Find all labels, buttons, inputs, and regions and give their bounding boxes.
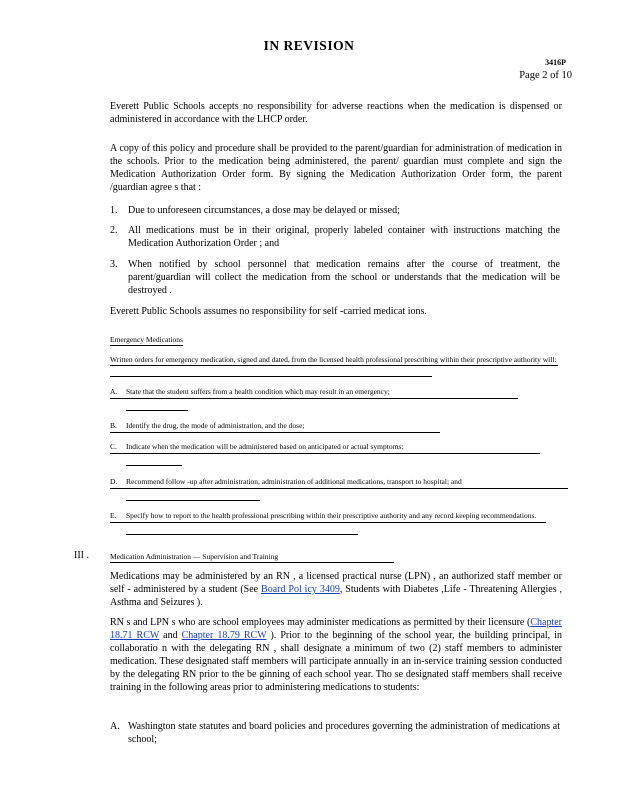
list-number: 1.: [110, 205, 118, 216]
underline-rule: [126, 410, 188, 411]
list-letter: A.: [110, 721, 120, 732]
list-text: When notified by school personnel that medication remains after the course of treatment, the parent/guardian will collect the medication from the school or understands that the medication will be destroyed .: [128, 259, 560, 296]
page-title: IN REVISION: [263, 38, 355, 53]
underline-rule: [126, 500, 260, 501]
underline-rule: [110, 522, 546, 523]
list-number: 3.: [110, 259, 118, 270]
paragraph-text: ). Prior to the beginning of the school year, the building principal, in collaboratio n with the delegating RN , shall designate a minimum of two (2) staff members to administer medication. These designated staff members will participate annually in an in-service training session conducted by the delegating RN prior to the be ginning of each school year. Tho se designated staff members shall receive training in the following areas prior to administering medications to students:: [110, 630, 562, 693]
rn-lpn-paragraph: [110, 616, 562, 694]
item-letter: B.: [110, 421, 117, 430]
policy-copy-paragraph: A copy of this policy and procedure shall be provided to the parent/guardian for administration of medication in the schools. Prior to the medication being administered, the parent/ guardian must complete and sign the Medication Authorization Order form. By signing the Medication Authorization Order form, the parent /guardian agree s that :: [110, 143, 562, 193]
paragraph-text: RN s and LPN s who are school employees may administer medications as permitted by their licensure (: [110, 617, 531, 628]
paragraph-text: , Students with Diabetes ,Life - Threatening Allergies , Asthma and Seizures ).: [110, 584, 563, 608]
item-text: State that the student suffers from a health condition which may result in an emergency;: [126, 387, 390, 396]
board-policy-3409-link[interactable]: Board Pol icy 3409: [261, 584, 340, 595]
list-number: 2.: [110, 225, 118, 236]
page-number: Page 2 of 10: [519, 70, 572, 81]
list-text: All medications must be in their original, properly labeled container with instructions matching the Medication Authorization Order ; and: [128, 225, 560, 249]
item-letter: A.: [110, 387, 118, 396]
list-text: Washington state statutes and board policies and procedures governing the administration of medications at school;: [128, 721, 560, 745]
emergency-heading: Emergency Medications: [110, 335, 183, 344]
underline-rule: [110, 488, 568, 489]
list-text: Due to unforeseen circumstances, a dose may be delayed or missed;: [128, 205, 400, 216]
item-text: Recommend follow -up after administration, administration of additional medications, transport to hospital; and: [126, 477, 462, 486]
item-text: Identify the drug, the mode of administration, and the dose;: [126, 421, 305, 430]
item-letter: C.: [110, 442, 117, 451]
chapter-1871-rcw-link[interactable]: Chapter 18.71 RCW: [110, 617, 562, 641]
item-text: Indicate when the medication will be administered based on anticipated or actual symptoms;: [126, 442, 404, 451]
underline-rule: [126, 534, 358, 535]
underline-rule: [126, 465, 182, 466]
underline-rule: [110, 453, 540, 454]
underline-rule: [110, 398, 518, 399]
paragraph-text: and: [159, 630, 182, 641]
underline-rule: [110, 365, 558, 366]
section-roman-numeral: III .: [74, 550, 89, 561]
policy-code: 3416P: [545, 58, 566, 67]
liability-paragraph: Everett Public Schools accepts no responsibility for adverse reactions when the medication is dispensed or administered in accordance with the LHCP order.: [110, 101, 562, 125]
administration-paragraph: [110, 570, 562, 609]
emergency-intro: Written orders for emergency medication, signed and dated, from the licensed health professional prescribing within their prescriptive authority will:: [110, 355, 557, 364]
section3-heading: Medication Administration — Supervision and Training: [110, 551, 394, 563]
item-letter: D.: [110, 477, 118, 486]
item-text: Specify how to report to the health professional prescribing within their prescriptive authority and any record keeping recommendations.: [126, 511, 537, 520]
item-letter: E.: [110, 511, 117, 520]
paragraph-text: Medications may be administered by an RN , a licensed practical nurse (LPN) , an authorized staff member or self - administered by a student (See: [110, 571, 562, 595]
underline-rule: [110, 376, 432, 377]
underline-rule: [110, 432, 440, 433]
self-carried-paragraph: Everett Public Schools assumes no responsibility for self -carried medicat ions.: [110, 306, 427, 317]
chapter-1879-rcw-link[interactable]: Chapter 18.79 RCW: [181, 630, 267, 641]
